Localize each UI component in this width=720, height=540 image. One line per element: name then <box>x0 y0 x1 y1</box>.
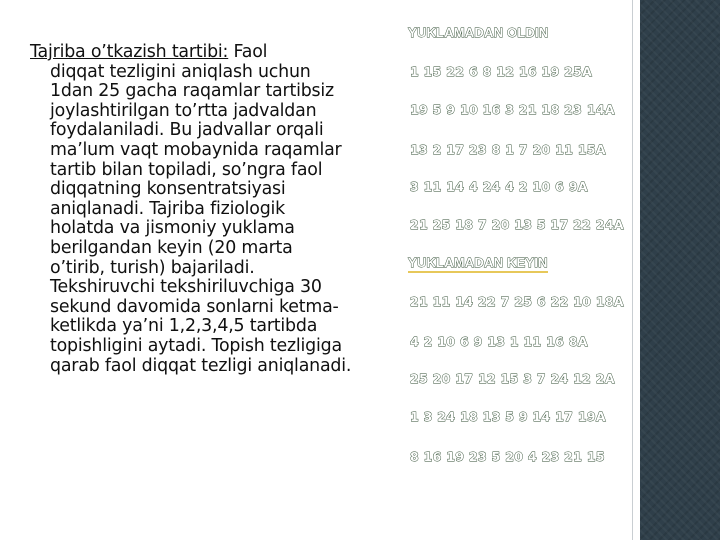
number-row-before: 13 2 17 23 8 1 7 20 11 15А <box>410 142 606 157</box>
number-row-before: 19 5 9 10 16 3 21 18 23 14А <box>410 102 615 117</box>
number-row-after: 8 16 19 23 5 20 4 23 21 15 <box>410 449 605 464</box>
procedure-line: diqqat tezligini aniqlash uchun <box>50 61 311 82</box>
procedure-line: Tekshiruvchi tekshiriluvchiga 30 <box>50 277 322 298</box>
procedure-heading: Tajriba o’tkazish tartibi: <box>30 42 229 62</box>
procedure-line: holatda va jismoniy yuklama <box>50 218 295 239</box>
procedure-line: topishligini aytadi. Topish tezligiga <box>50 335 342 356</box>
procedure-line: foydalaniladi. Bu jadvallar orqali <box>50 120 324 141</box>
procedure-line: 1dan 25 gacha raqamlar tartibsiz <box>50 81 334 102</box>
heading-before-load: YUKLAMADAN OLDIN <box>408 25 549 40</box>
procedure-line: ketlikda ya’ni 1,2,3,4,5 tartibda <box>50 316 318 337</box>
number-row-after: 4 2 10 6 9 13 1 11 16 8А <box>410 334 588 349</box>
number-row-before: 3 11 14 4 24 4 2 10 6 9А <box>410 179 588 194</box>
heading-after-load: YUKLAMADAN KEYIN <box>408 255 548 273</box>
procedure-line: sekund davomida sonlarni ketma- <box>50 296 339 317</box>
number-row-after: 21 11 14 22 7 25 6 22 10 18А <box>410 294 624 309</box>
number-row-before: 1 15 22 6 8 12 16 19 25А <box>410 64 593 79</box>
number-row-after: 25 20 17 12 15 3 7 24 12 2А <box>410 371 615 386</box>
procedure-line: qarab faol diqqat tezligi aniqlanadi. <box>50 355 352 376</box>
decorative-side-band <box>640 0 720 540</box>
procedure-line: o’tirib, turish) bajariladi. <box>50 257 255 278</box>
slide-divider-line <box>632 0 633 540</box>
procedure-text <box>30 43 410 376</box>
procedure-line: aniqlanadi. Tajriba fiziologik <box>50 198 286 219</box>
procedure-line: ma’lum vaqt mobaynida raqamlar <box>50 139 342 160</box>
procedure-line: diqqatning konsentratsiyasi <box>50 179 286 200</box>
number-row-before: 21 25 18 7 20 13 5 17 22 24А <box>410 217 624 232</box>
procedure-line: tartib bilan topiladi, so’ngra faol <box>50 159 323 180</box>
number-row-after: 1 3 24 18 13 5 9 14 17 19А <box>410 409 606 424</box>
procedure-first-line <box>30 43 410 63</box>
procedure-line: berilgandan keyin (20 marta <box>50 237 293 258</box>
procedure-line: joylashtirilgan to’rtta jadvaldan <box>50 100 317 121</box>
procedure-first-line-rest: Faol <box>228 42 268 62</box>
